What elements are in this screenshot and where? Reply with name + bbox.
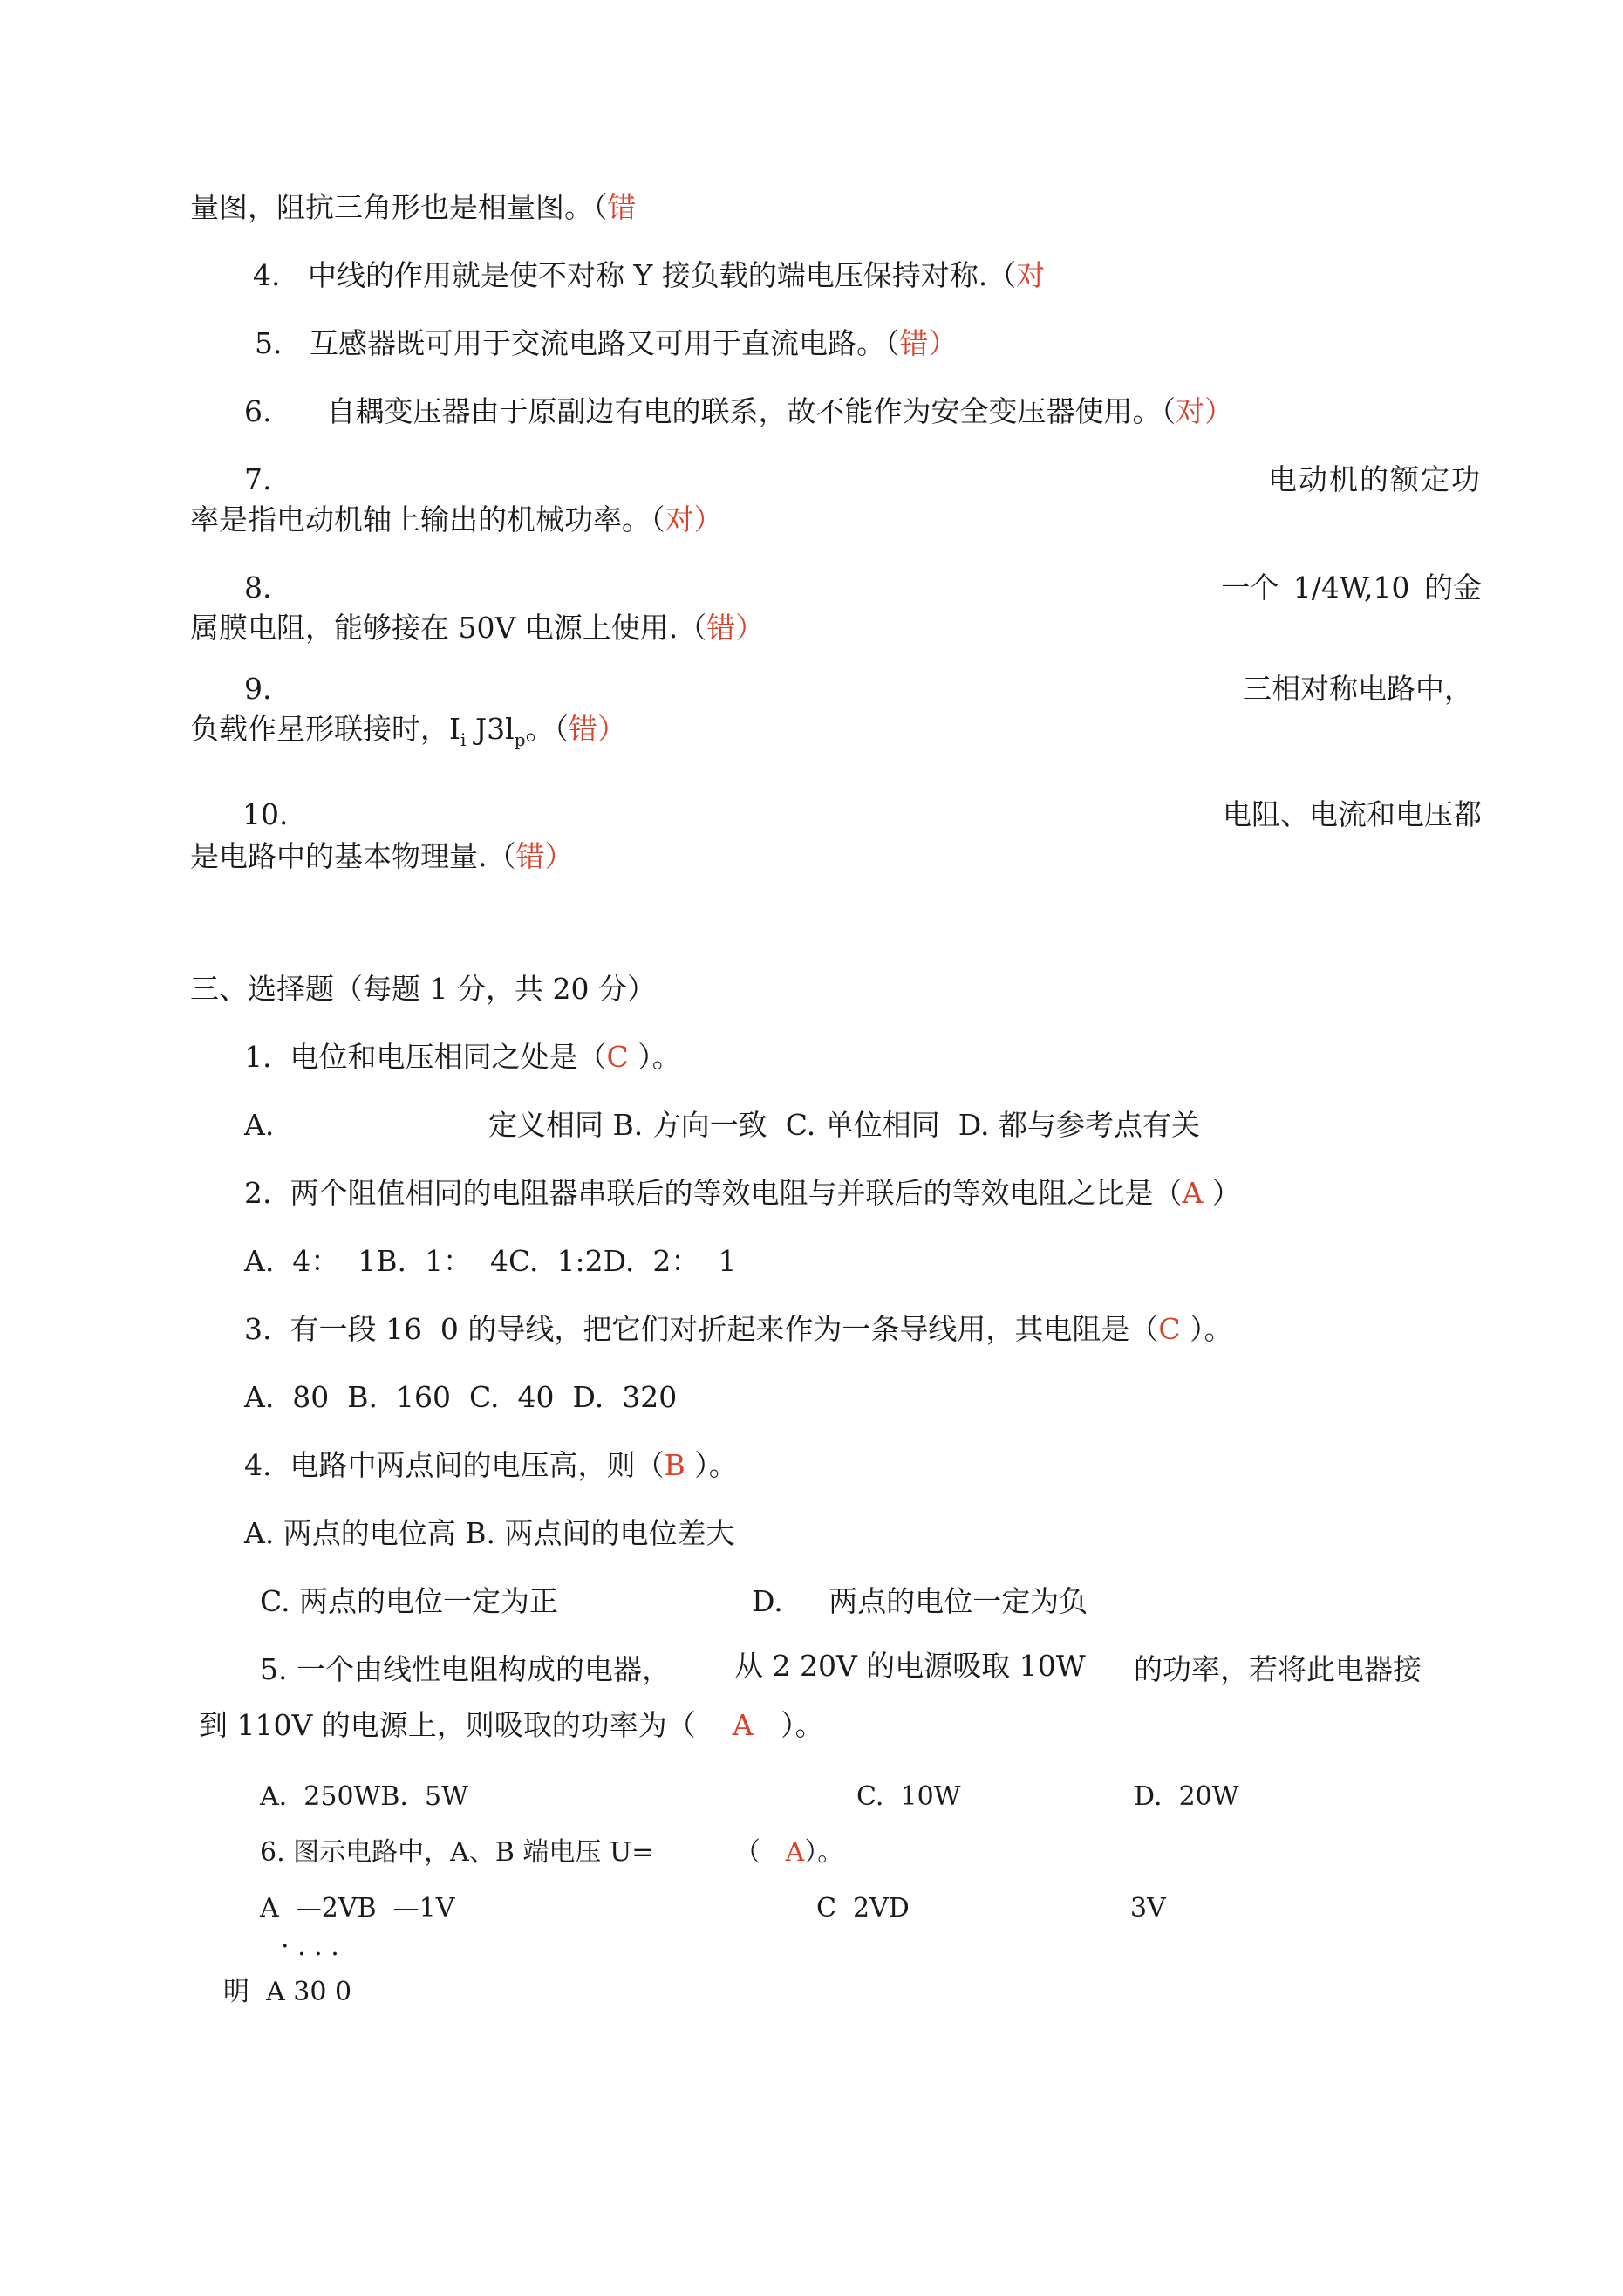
choice-q1-options: A. 定义相同 B. 方向一致 C. 单位相同 D. 都与参考点有关 [244, 1108, 1200, 1142]
answer-mark: A [1182, 1176, 1204, 1210]
formula: $I_i$ $J3l_p$ [449, 712, 526, 750]
choice-q2-options: A. 4： 1B. 1： 4C. 1:2D. 2： 1 [244, 1244, 737, 1278]
answer-mark: C [1158, 1312, 1181, 1346]
choice-q5-stem-b: 从 2 20V 的电源吸取 10W [734, 1649, 1086, 1683]
judgment-q10-num: 10. [242, 797, 289, 831]
choice-q5-stem-d: 到 110V 的电源上，则吸取的功率为（ A ）。 [199, 1708, 824, 1742]
choice-q4-stem: 4. 电路中两点间的电压高，则（B ）。 [244, 1448, 738, 1482]
judgment-q7-right: 电动机的额定功 [1268, 462, 1482, 496]
choice-q5-stem-a: 5. 一个由线性电阻构成的电器， [260, 1652, 671, 1686]
answer-mark: B [664, 1448, 685, 1482]
judgment-q3-tail: 量图，阻抗三角形也是相量图。（错 [190, 190, 637, 224]
choice-q6-options-ab: A —2VB —1V [260, 1893, 455, 1924]
answer-mark: 错） [569, 712, 627, 746]
answer-mark: 错 [607, 190, 637, 224]
judgment-q6: 6. 自耦变压器由于原副边有电的联系，故不能作为安全变压器使用。（对） [244, 394, 1233, 428]
choice-q6-option-c: C 2VD [816, 1893, 910, 1924]
choice-q2-stem: 2. 两个阻值相同的电阻器串联后的等效电阻与并联后的等效电阻之比是（A ） [244, 1176, 1241, 1210]
judgment-q9-right: 三相对称电路中， [1243, 672, 1473, 706]
choice-q3-options: A. 80 B. 160 C. 40 D. 320 [244, 1380, 678, 1414]
figure-dots: · . . . [281, 1931, 339, 1962]
judgment-q9: 负载作星形联接时，$I_i$ $J3l_p$。（错） [190, 712, 627, 750]
section-heading: 三、选择题（每题 1 分，共 20 分） [190, 972, 656, 1006]
answer-mark: 错） [899, 326, 958, 360]
judgment-q8-num: 8. [244, 571, 272, 605]
choice-q5-option-c: C. 10W [856, 1781, 961, 1812]
judgment-q10: 是电路中的基本物理量.（错） [190, 839, 574, 873]
answer-mark: 对 [1016, 258, 1046, 292]
choice-q4-options-ab: A. 两点的电位高 B. 两点间的电位差大 [244, 1516, 735, 1550]
answer-mark: 错） [706, 611, 765, 645]
choice-q6-answer: （ A）。 [734, 1837, 844, 1868]
choice-q5-option-d: D. 20W [1134, 1781, 1239, 1812]
judgment-q9-num: 9. [244, 672, 272, 706]
judgment-q5: 5. 互感器既可用于交流电路又可用于直流电路。（错） [255, 326, 958, 360]
choice-q5-options-ab: A. 250WB. 5W [260, 1781, 468, 1812]
judgment-q8-right: 一个 1/4W,10 的金 [1221, 571, 1482, 605]
judgment-q7-num: 7. [244, 462, 272, 496]
answer-mark: 错） [515, 839, 574, 873]
choice-q6-stem: 6. 图示电路中，A、B 端电压 U= [260, 1837, 654, 1868]
choice-q3-stem: 3. 有一段 16 0 的导线，把它们对折起来作为一条导线用，其电阻是（C ）。 [244, 1312, 1233, 1346]
choice-q6-option-d: 3V [1130, 1893, 1166, 1924]
answer-mark: C [606, 1040, 629, 1074]
answer-mark: 对） [665, 502, 723, 536]
answer-mark: 对） [1175, 394, 1233, 428]
answer-mark: A [785, 1837, 805, 1868]
judgment-q10-right: 电阻、电流和电压都 [1223, 797, 1482, 831]
choice-q4-option-d: D. 两点的电位一定为负 [752, 1584, 1088, 1618]
answer-mark: A [732, 1708, 754, 1742]
judgment-q7: 率是指电动机轴上输出的机械功率。（对） [190, 502, 723, 536]
judgment-q8: 属膜电阻，能够接在 50V 电源上使用.（错） [190, 611, 765, 645]
choice-q5-stem-c: 的功率，若将此电器接 [1134, 1652, 1422, 1686]
choice-q4-option-c: C. 两点的电位一定为正 [260, 1584, 559, 1618]
choice-q1-stem: 1. 电位和电压相同之处是（C ）。 [244, 1040, 681, 1074]
judgment-q4: 4. 中线的作用就是使不对称 Y 接负载的端电压保持对称.（对 [253, 258, 1046, 292]
figure-label: 明 A 30 0 [223, 1977, 352, 2007]
